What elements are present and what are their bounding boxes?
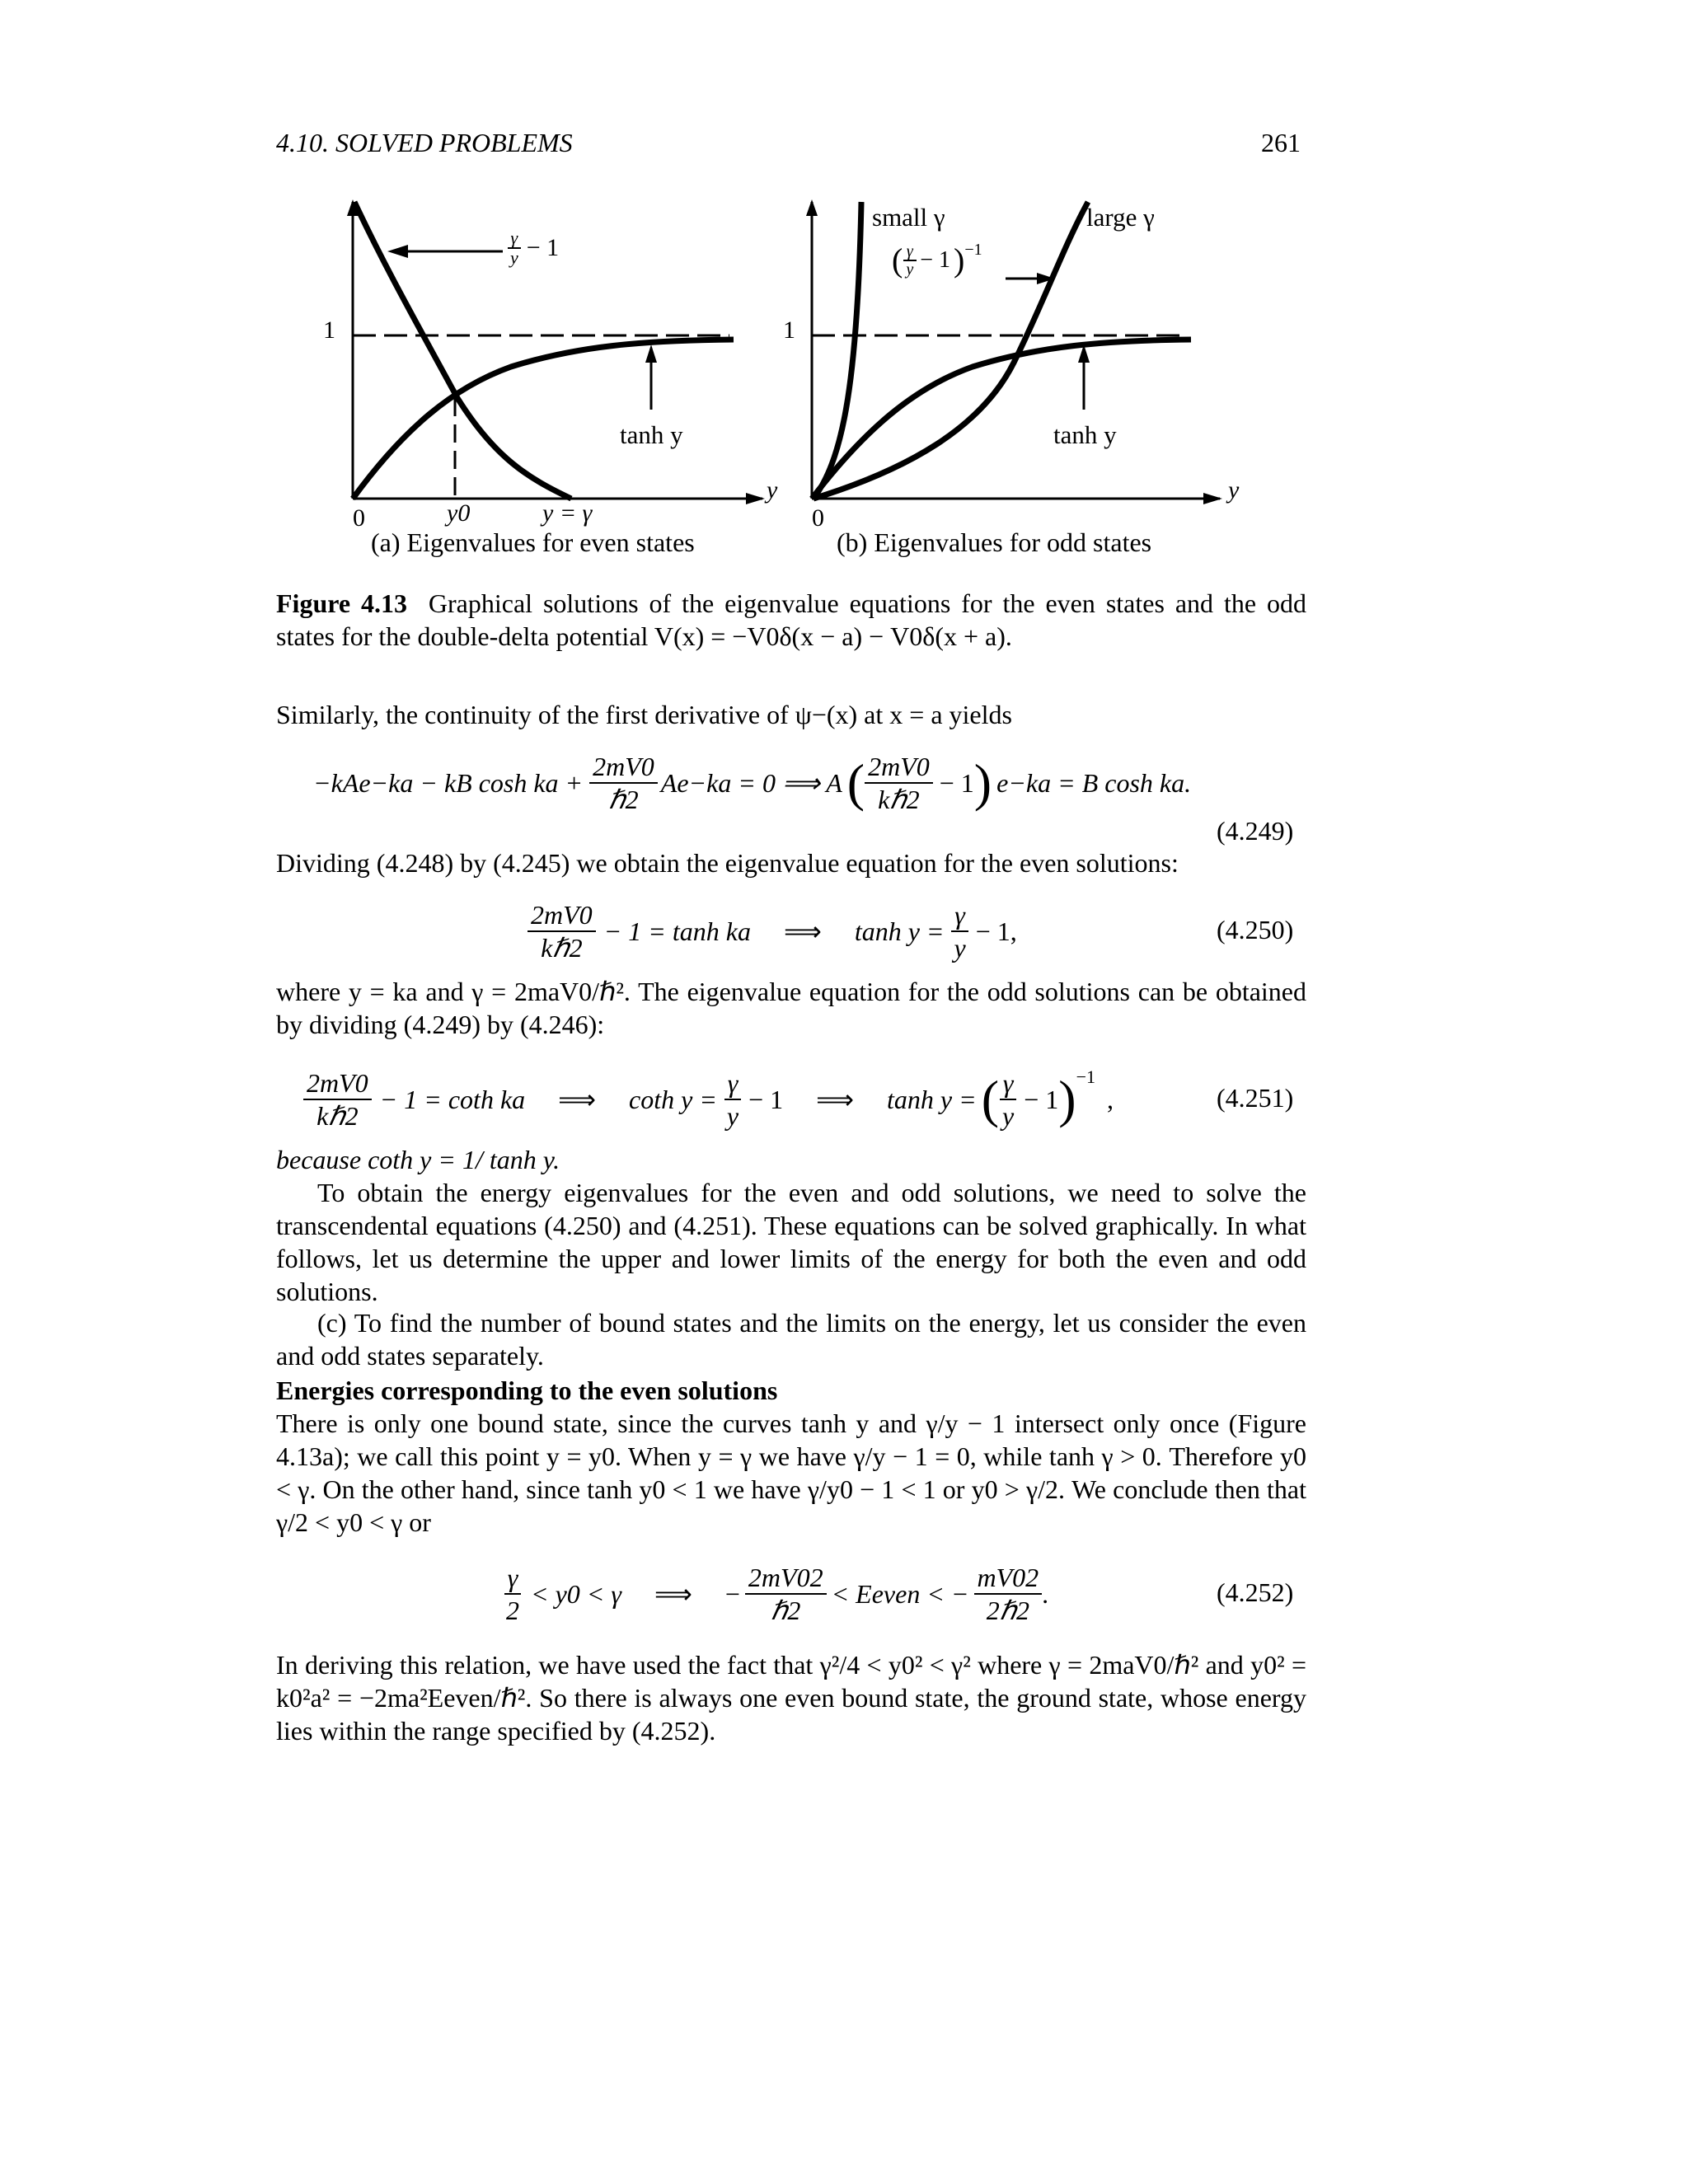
panel-b-y-axis-arrow [806,199,818,216]
eq249-mid: Ae−ka = 0 ⟹ A [660,768,842,798]
eq250-implies: ⟹ [783,916,822,946]
panel-b-tanh-curve [812,340,1191,499]
eq252-implies: ⟹ [654,1579,692,1609]
paragraph-8: In deriving this relation, we have used the fact that γ²/4 < y0² < γ² where γ = 2maV0/ℏ² and y0² = k0²a² = −2ma²Eeven/ℏ². So there is always one even bound state, the ground state, whose energy lies within the range specified by (4.252). [276,1650,1306,1746]
panel-a-gamma-label: $\frac{\gamma}{y}$ − 1 [507,229,559,267]
figure-caption-label: Figure 4.13 [276,588,407,618]
eq251-number: (4.251) [1217,1083,1294,1113]
page-number: 261 [1261,128,1301,157]
paragraph-2: Dividing (4.248) by (4.245) we obtain the eigenvalue equation for the even solutions: [276,848,1179,878]
eq252-lt: < y0 < γ [531,1578,621,1609]
eq249-number: (4.249) [1217,816,1294,846]
eq250-y: y [954,933,966,963]
eq252-two: 2 [506,1596,519,1625]
panel-b-inverse-label: ( $\frac{\gamma}{y}$ − 1 ) $^{-1}$ [892,241,982,279]
eq251-exponent: −1 [1076,1066,1096,1087]
eq249-frac2-num: 2mV0 [865,751,933,784]
panel-a-one-tick: 1 [323,316,335,344]
eq251-minus: − 1 [748,1084,784,1114]
section-heading: Energies corresponding to the even solutions [276,1376,778,1405]
panel-b-small-gamma-curve [814,202,861,499]
eq250-mid: − 1 = tanh ka [603,916,751,946]
eq252-num1: 2mV02 [745,1562,827,1595]
panel-a-y0-tick: y0 [447,499,471,527]
figure-caption [276,587,1306,653]
panel-a-tanh-curve [353,340,734,499]
eq251-implies-1: ⟹ [558,1085,597,1114]
equation-4-252 [503,1553,1048,1635]
equation-4-250 [528,890,1017,972]
eq252-minus: − [724,1578,740,1609]
paragraph-6: (c) To find the number of bound states and the limits on the energy, let us consider the even and odd states separately. [276,1308,1306,1371]
eq249-rhs: e−ka = B cosh ka. [996,767,1192,798]
equation-4-249: −kAe−ka − kB cosh ka + $\frac{2mV0}{\text{ℏ2}}$ Ae−ka = 0 ⟹ A ( $\frac{2mV0}{\text{kℏ2}}$ − 1 ) e−ka = B cosh ka. [313,752,1192,814]
panel-b-tanh-label: tanh y [1053,420,1117,449]
panel-b-large-gamma-label: large γ [1086,203,1155,232]
eq249-lhs: −kAe−ka − kB cosh ka + [313,767,584,798]
eq251-mid: − 1 = coth ka [379,1084,526,1114]
eq252-number: (4.252) [1217,1577,1294,1607]
eq249-minus1: − 1 [939,767,974,798]
eq251-coth: coth y = [629,1084,717,1114]
eq250-gamma: γ [951,899,968,932]
eq252-gamma: γ [504,1562,522,1595]
panel-a-caption: (a) Eigenvalues for even states [371,527,695,557]
eq252-den2: 2ℏ2 [986,1596,1029,1625]
eq250-frac-den: kℏ2 [541,933,583,963]
eq252-num2: mV02 [974,1562,1043,1595]
eq251-y-1: y [726,1101,739,1131]
eq251-implies-2: ⟹ [816,1085,855,1114]
panel-a-x-axis-arrow [746,493,765,504]
panel-a-y-gamma-tick: y = γ [542,499,593,527]
eq251-frac-num: 2mV0 [303,1067,372,1100]
eq251-frac-den: kℏ2 [316,1101,359,1131]
panel-a-tanh-label: tanh y [620,420,683,449]
eq252-mid: < Eeven < − [831,1578,969,1609]
paragraph-5: To obtain the energy eigenvalues for the even and odd solutions, we need to solve the transcendental equations (4.250) and (4.251). These equations can be solved graphically. In what follows, let us determine the upper and lower limits of the energy for both the even and odd solutions. [276,1178,1306,1306]
figure-caption-text: Graphical solutions of the eigenvalue equations for the even states and the odd states for the double-delta potential V(x) = −V0δ(x − a) − V0δ(x + a). [276,588,1307,651]
panel-b-caption: (b) Eigenvalues for odd states [837,527,1152,557]
panel-a-tanh-arrowhead [645,344,657,363]
eq251-comma: , [1107,1084,1114,1114]
panel-b-one-tick: 1 [783,316,795,344]
eq251-tanh: tanh y = [887,1084,977,1114]
figure-4-13 [0,0,1688,577]
eq249-frac-num: 2mV0 [589,751,658,784]
eq250-number: (4.250) [1217,915,1294,944]
paragraph-1: Similarly, the continuity of the first derivative of ψ−(x) at x = a yields [276,700,1012,729]
equation-4-251: $\frac{2mV0}{\text{kℏ2}}$ − 1 = coth ka ⟹ coth y = $\frac{\gamma}{y}$ − 1 ⟹ tanh y = ( $\frac{\gamma}{y}$ − 1 ) $^{-1}$ , [303,1058,1114,1141]
eq251-gamma-2: γ [1000,1067,1017,1100]
eq252-den1: ℏ2 [771,1596,801,1625]
eq251-inner-minus: − 1 [1024,1084,1059,1114]
panel-a-zero-tick: 0 [353,504,365,532]
paragraph-4-text: because coth y = 1/ tanh y. [276,1145,560,1174]
panel-b-small-gamma-label: small γ [872,203,945,232]
panel-b-axis-label: y [1228,476,1240,504]
panel-a-gamma-arrowhead [387,245,408,258]
running-header: 4.10. SOLVED PROBLEMS [276,128,573,157]
eq250-rhs-b: − 1, [975,916,1017,946]
paragraph-7: There is only one bound state, since the curves tanh y and γ/y − 1 intersect only once (Figure 4.13a); we call this point y = y0. When y = γ we have γ/y − 1 = 0, while tanh γ > 0. Therefore y0 < γ. On the other hand, since tanh y0 < 1 we have γ/y0 − 1 < 1 or y0 > γ/2. We conclude then that γ/2 < y0 < γ or [276,1408,1306,1537]
panel-b [806,199,1222,504]
paragraph-4 [276,1143,1306,1176]
eq249-frac2-den: kℏ2 [878,785,920,814]
panel-b-zero-tick: 0 [812,504,824,532]
eq249-frac-den: ℏ2 [608,785,639,814]
eq251-gamma-1: γ [724,1067,742,1100]
panel-a-axis-label: y [767,476,778,504]
eq252-dot: . [1042,1578,1049,1609]
eq251-y-2: y [1002,1101,1015,1131]
eq250-frac-num: 2mV0 [528,899,596,932]
eq250-rhs-a: tanh y = [854,916,945,946]
paragraph-3: where y = ka and γ = 2maV0/ℏ². The eigenvalue equation for the odd solutions can be obtained by dividing (4.249) by (4.246): [276,977,1306,1039]
panel-b-x-axis-arrow [1203,493,1222,504]
